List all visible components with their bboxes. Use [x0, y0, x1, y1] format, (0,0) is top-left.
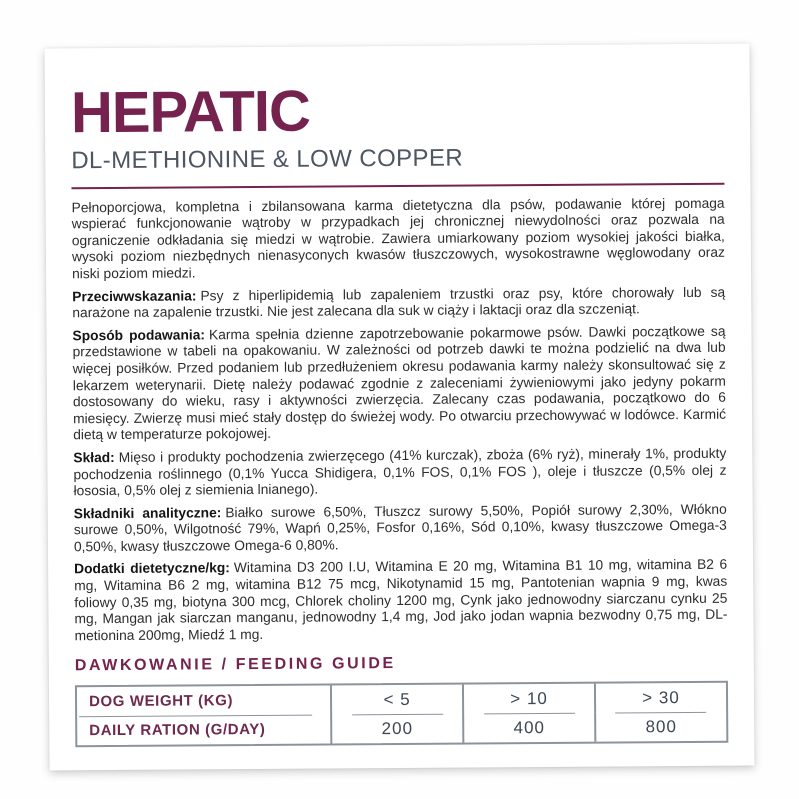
paragraph-text: Białko surowe 6,50%, Tłuszcz surowy 5,50%, Popiół surowy 2,30%, Włókno surowe 0,50%, Wilgotność 79%, Wapń 0,25%, Fosfor 0,16%, Sód 0,10%, kwasy tłuszczowe Omega-3 0,50%, kwasy tłuszczowe Omega-6 0,80%. [73, 501, 727, 555]
paragraph-text: Karma spełnia dzienne zapotrzebowanie pokarmowe psów. Dawki początkowe są przedstawione w tabeli na opakowaniu. W zależności od potrzeb dawki te można podzielić na dwa lub więcej posiłków. Przed podaniem lub przedłużeniem okresu podawania karmy należy skonsultować się z lekarzem weterynarii. Dietę należy podawać zgodnie z zaleceniami żywieniowymi jako jedyny pokarm dostosowany do wieku, rasy i aktywności zwierzęcia. Zalecany czas podawania, początkowo do 6 miesięcy. Zwierzę musi mieć stały dostęp do świeżej wody. Po otwarciu przechowywać w lodówce. Karmić dietą w temperaturze pokojowej. [72, 323, 727, 443]
paragraph-dietary-additives [74, 557, 728, 645]
paragraph-feeding-method [72, 323, 726, 444]
table-cell-weight-3: > 30 [594, 683, 726, 713]
product-title: HEPATIC [70, 78, 311, 146]
description-section [72, 195, 728, 644]
table-cell-weight-2: > 10 [462, 684, 594, 714]
paragraph-text: Witamina D3 200 I.U, Witamina E 20 mg, Witamina B1 10 mg, witamina B2 6 mg, Witamina B6 2 mg, witamina B12 75 mcg, Nikotynamid 15 mg, Pantotenian wapnia 9 mg, kwas foliowy 0,35 mg, biotyna 300 mcg, Chlorek choliny 1200 mg, Cynk jako jednowodny siarczanu cynku 25 mg, Mangan jak siarczan manganu, jednowodny 1,4 mg, Jod jako jodan wapnia bezwodny 0,75 mg, DL-metionina 200mg, Miedź 1 mg. [74, 557, 728, 644]
product-subtitle: DL-METHIONINE & LOW COPPER [71, 144, 464, 175]
paragraph-label: Sposób podawania: [72, 327, 206, 344]
paragraph-label: Skład: [73, 449, 115, 466]
table-cell-ration-1: 200 [330, 714, 462, 744]
paragraph-composition [73, 446, 726, 500]
paragraph-intro [72, 195, 726, 283]
divider-rule [71, 182, 724, 189]
table-cell-weight-1: < 5 [330, 685, 462, 715]
table-row-label-dog-weight: DOG WEIGHT (KG) [77, 686, 330, 717]
feeding-guide-heading: DAWKOWANIE / FEEDING GUIDE [74, 655, 396, 675]
table-cell-ration-3: 800 [594, 712, 726, 742]
paragraph-text: Psy z hiperlipidemią lub zapaleniem trzustki oraz psy, które chorowały lub są narażone na zapalenie trzustki. Nie jest zalecana dla suk w ciąży i laktacji oraz dla szczeniąt. [72, 284, 726, 321]
paragraph-label: Przeciwwskazania: [72, 287, 197, 304]
paragraph-label: Dodatki dietetyczne/kg: [74, 560, 230, 577]
paragraph-contraindications [72, 284, 725, 322]
paragraph-text: Mięso i produkty pochodzenia zwierzęcego (41% kurczak), zboża (6% ryż), minerały 1%, produkty pochodzenia roślinnego (0,1% Yucca Shidigera, 0,1% FOS, 0,1% FOS ), oleje i tłuszcze (0,5% olej z łososia, 0,5% olej z siemienia lnianego). [73, 445, 727, 499]
paragraph-analytical-components [74, 501, 727, 555]
product-label-card [44, 44, 754, 771]
paragraph-label: Składniki analityczne: [73, 504, 222, 521]
paragraph-text: Pełnoporcjowa, kompletna i zbilansowana karma dietetyczna dla psów, podawanie której pomaga wspierać funkcjonowanie wątroby w przypadkach jej chronicznej niewydolności oraz pozwala na ograniczenie odkładania się miedzi w wątrobie. Zawiera umiarkowany poziom wysokiej jakości białka, wysoki poziom niezbędnych nienasyconych kwasów tłuszczowych, wysokostrawne węglowodany oraz niski poziom miedzi. [71, 195, 725, 282]
feeding-guide-table [75, 681, 728, 748]
table-cell-ration-2: 400 [462, 713, 594, 743]
table-row-label-daily-ration: DAILY RATION (G/DAY) [89, 721, 266, 740]
